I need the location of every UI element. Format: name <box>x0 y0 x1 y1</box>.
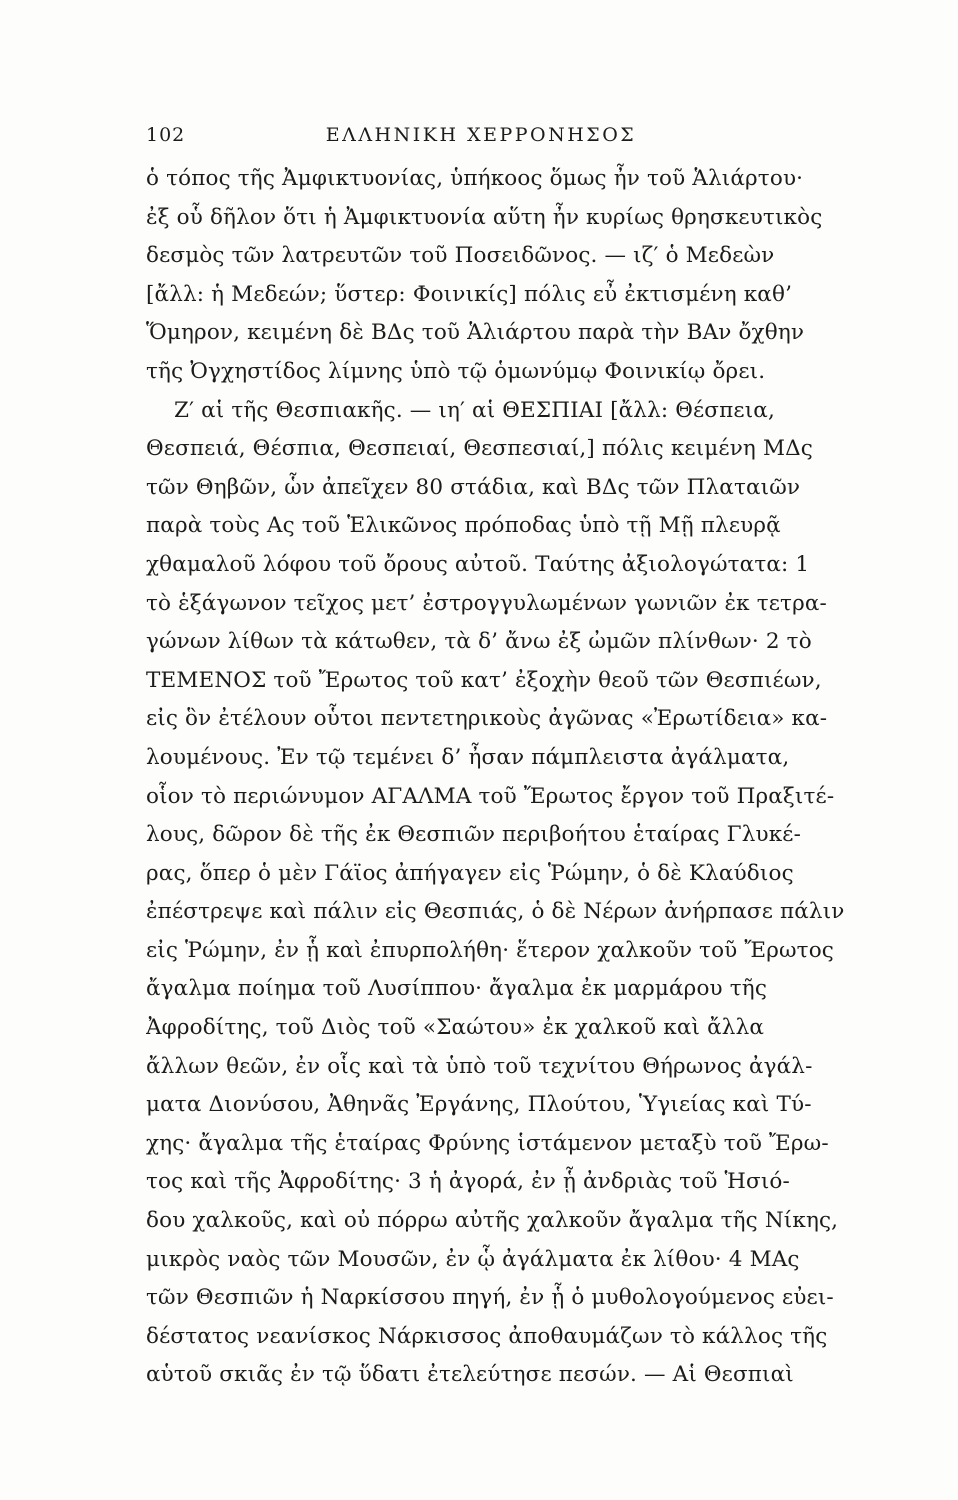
text-line: δέστατος νεανίσκος Νάρκισσος ἀποθαυμάζων τὸ κάλλος τῆς <box>146 1323 828 1349</box>
text-line: χης· ἄγαλμα τῆς ἑταίρας Φρύνης ἱστάμενον μεταξὺ τοῦ Ἔρω- <box>146 1130 829 1156</box>
text-line: εἰς ὃν ἐτέλουν οὗτοι πεντετηρικοὺς ἀγῶνας «Ἐρωτίδεια» κα- <box>146 706 828 732</box>
text-line: λους, δῶρον δὲ τῆς ἐκ Θεσπιῶν περιβοήτου ἑταίρας Γλυκέ- <box>146 822 801 848</box>
text-line: Ἀφροδίτης, τοῦ Διὸς τοῦ «Σαώτου» ἐκ χαλκοῦ καὶ ἄλλα <box>146 1015 765 1041</box>
text-line: δου χαλκοῦς, καὶ οὐ πόρρω αὐτῆς χαλκοῦν ἄγαλμα τῆς Νίκης, <box>146 1208 839 1234</box>
page-number: 102 <box>146 124 186 146</box>
text-line: οἷον τὸ περιώνυμον ΑΓΑΛΜΑ τοῦ Ἔρωτος ἔργον τοῦ Πραξιτέ- <box>146 783 835 809</box>
text-line: ἄλλων θεῶν, ἐν οἷς καὶ τὰ ὑπὸ τοῦ τεχνίτου Θήρωνος ἀγάλ- <box>146 1053 813 1079</box>
text-line: ἐπέστρεψε καὶ πάλιν εἰς Θεσπιάς, ὁ δὲ Νέρων ἀνήρπασε πάλιν <box>146 899 845 925</box>
text-line: τος καὶ τῆς Ἀφροδίτης· 3 ἡ ἀγορά, ἐν ᾗ ἀνδριὰς τοῦ Ἡσιό- <box>146 1169 790 1195</box>
running-title: ΕΛΛΗΝΙΚΗ ΧΕΡΡΟΝΗΣΟΣ <box>325 124 637 146</box>
text-line: [ἄλλ: ἡ Μεδεών; ὕστερ: Φοινικίς] πόλις εὖ ἐκτισμένη καθ’ <box>146 281 793 307</box>
text-line: γώνων λίθων τὰ κάτωθεν, τὰ δ’ ἄνω ἐξ ὠμῶν πλίνθων· 2 τὸ <box>146 629 812 655</box>
text-line: ἄγαλμα ποίημα τοῦ Λυσίππου· ἄγαλμα ἐκ μαρμάρου τῆς <box>146 976 768 1002</box>
text-line: χθαμαλοῦ λόφου τοῦ ὄρους αὐτοῦ. Ταύτης ἀξιολογώτατα: 1 <box>146 551 810 577</box>
text-line: Θεσπειά, Θέσπια, Θεσπειαί, Θεσπεσιαί,] πόλις κειμένη ΜΔς <box>146 436 813 462</box>
text-line: τῶν Θεσπιῶν ἡ Ναρκίσσου πηγή, ἐν ᾗ ὁ μυθολογούμενος εὐει- <box>146 1285 834 1311</box>
text-line: Ζ′ αἱ τῆς Θεσπιακῆς. — ιη′ αἱ ΘΕΣΠΙΑΙ [ἄλλ: Θέσπεια, <box>174 397 775 423</box>
text-line: τὸ ἑξάγωνον τεῖχος μετ’ ἐστρογγυλωμένων γωνιῶν ἐκ τετρα- <box>146 590 827 616</box>
text-line: ἐξ οὗ δῆλον ὅτι ἡ Ἀμφικτυονία αὕτη ἦν κυρίως θρησκευτικὸς <box>146 204 823 230</box>
body-text <box>146 160 850 1395</box>
text-line: μικρὸς ναὸς τῶν Μουσῶν, ἐν ᾧ ἀγάλματα ἐκ λίθου· 4 ΜΑς <box>146 1246 800 1272</box>
text-line: ματα Διονύσου, Ἀθηνᾶς Ἐργάνης, Πλούτου, Ὑγιείας καὶ Τύ- <box>146 1092 812 1118</box>
text-line: ρας, ὅπερ ὁ μὲν Γάϊος ἀπήγαγεν εἰς Ῥώμην, ὁ δὲ Κλαύδιος <box>146 860 794 886</box>
text-line: λουμένους. Ἐν τῷ τεμένει δ’ ἦσαν πάμπλειστα ἀγάλματα, <box>146 744 790 770</box>
text-line: αὑτοῦ σκιᾶς ἐν τῷ ὕδατι ἐτελεύτησε πεσών. — Αἱ Θεσπιαὶ <box>146 1362 794 1388</box>
running-head <box>146 124 816 148</box>
text-line: τῶν Θηβῶν, ὧν ἀπεῖχεν 80 στάδια, καὶ ΒΔς τῶν Πλαταιῶν <box>146 474 801 500</box>
text-line: παρὰ τοὺς Ας τοῦ Ἑλικῶνος πρόποδας ὑπὸ τῇ Μῇ πλευρᾷ <box>146 513 781 539</box>
text-line: ὁ τόπος τῆς Ἀμφικτυονίας, ὑπήκοος ὅμως ἦν τοῦ Ἁλιάρτου· <box>146 166 804 191</box>
text-line: τῆς Ὀγχηστίδος λίμνης ὑπὸ τῷ ὁμωνύμῳ Φοινικίῳ ὄρει. <box>146 358 766 384</box>
text-line: εἰς Ῥώμην, ἐν ᾗ καὶ ἐπυρπολήθη· ἕτερον χαλκοῦν τοῦ Ἔρωτος <box>146 937 834 963</box>
text-line: δεσμὸς τῶν λατρευτῶν τοῦ Ποσειδῶνος. — ιζ′ ὁ Μεδεὼν <box>146 243 775 269</box>
text-line: ΤΕΜΕΝΟΣ τοῦ Ἔρωτος τοῦ κατ’ ἐξοχὴν θεοῦ τῶν Θεσπιέων, <box>146 667 822 693</box>
text-line: Ὅμηρον, κειμένη δὲ ΒΔς τοῦ Ἁλιάρτου παρὰ τὴν ΒΑν ὄχθην <box>146 320 805 346</box>
